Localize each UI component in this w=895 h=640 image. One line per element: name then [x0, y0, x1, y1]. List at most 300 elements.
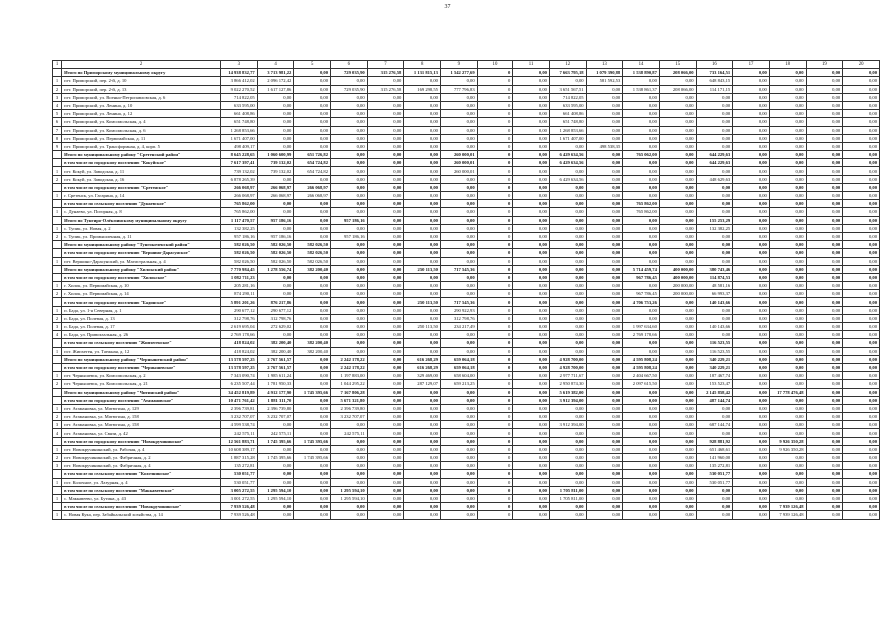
amount-cell: 208 066,00: [659, 69, 696, 77]
amount-cell: 312 798,76: [221, 314, 258, 322]
amount-cell: 0,00: [586, 298, 623, 306]
amount-cell: 0,00: [331, 257, 368, 265]
amount-cell: 0,00: [659, 454, 696, 462]
address-cell: Итого по муниципальному району "Сретенский район": [62, 151, 221, 159]
row-number-cell: 1: [53, 494, 62, 502]
amount-cell: 48 581,16: [696, 282, 733, 290]
amount-cell: 0,00: [623, 462, 660, 470]
amount-cell: 0,00: [806, 388, 843, 396]
amount-cell: 0,00: [440, 273, 477, 281]
amount-cell: 0: [477, 413, 513, 421]
amount-cell: 0,00: [367, 208, 404, 216]
total-row: [53, 388, 880, 396]
amount-cell: 874 290,11: [221, 290, 258, 298]
amount-cell: 0,00: [769, 110, 806, 118]
subtotal-row: [53, 486, 880, 494]
amount-cell: 0,00: [659, 93, 696, 101]
amount-cell: 0,00: [513, 224, 550, 232]
amount-cell: 0,00: [733, 110, 770, 118]
amount-cell: 0,00: [696, 511, 733, 519]
amount-cell: 0,00: [769, 290, 806, 298]
address-cell: пгт. Приморский, ул. Первомайская, д. 11: [62, 134, 221, 142]
amount-cell: 1 268 853,66: [221, 126, 258, 134]
amount-cell: 0,00: [659, 232, 696, 240]
amount-cell: 0,00: [440, 101, 477, 109]
header-cell: 12: [549, 61, 586, 69]
amount-cell: 1 197 883,00: [331, 372, 368, 380]
amount-cell: 0,00: [659, 331, 696, 339]
address-cell: п. Бада, ул. Привокзальная, д. 26: [62, 331, 221, 339]
table-row: [53, 478, 880, 486]
amount-cell: 0,00: [549, 413, 586, 421]
amount-cell: 0,00: [513, 298, 550, 306]
row-number-cell: [53, 298, 62, 306]
table-row: [53, 101, 880, 109]
amount-cell: 0,00: [440, 445, 477, 453]
amount-cell: 0,00: [549, 232, 586, 240]
amount-cell: 0,00: [294, 134, 331, 142]
amount-cell: 0,00: [549, 331, 586, 339]
address-cell: в том числе по городскому поселению "Чернышевское": [62, 363, 221, 371]
amount-cell: 0,00: [331, 208, 368, 216]
amount-cell: 205 281,16: [221, 282, 258, 290]
amount-cell: 0,00: [257, 134, 294, 142]
amount-cell: 0,00: [696, 110, 733, 118]
amount-cell: 0,00: [659, 462, 696, 470]
header-cell: 3: [221, 61, 258, 69]
amount-cell: 0,00: [331, 273, 368, 281]
amount-cell: 0,00: [806, 126, 843, 134]
amount-cell: 0,00: [586, 429, 623, 437]
amount-cell: 0,00: [257, 175, 294, 183]
address-cell: с. Дунаево, ул. Погорная, д. 8: [62, 208, 221, 216]
amount-cell: 0: [477, 347, 513, 355]
amount-cell: 765 862,00: [221, 208, 258, 216]
amount-cell: 0,00: [659, 216, 696, 224]
amount-cell: 957 186,16: [257, 232, 294, 240]
amount-cell: 7 939 526,48: [221, 503, 258, 511]
amount-cell: 0,00: [733, 511, 770, 519]
amount-cell: 0,00: [769, 413, 806, 421]
amount-cell: 0,00: [733, 494, 770, 502]
amount-cell: 651 726,82: [294, 151, 331, 159]
amount-cell: 3 005 272,55: [221, 486, 258, 494]
amount-cell: 0,00: [294, 85, 331, 93]
amount-cell: 0,00: [586, 216, 623, 224]
amount-cell: 0,00: [696, 314, 733, 322]
amount-cell: 0,00: [806, 331, 843, 339]
amount-cell: 4 912 177,90: [257, 388, 294, 396]
amount-cell: 0,00: [806, 110, 843, 118]
table-row: [53, 77, 880, 85]
amount-cell: 659 064,18: [440, 363, 477, 371]
amount-cell: 0,00: [806, 314, 843, 322]
amount-cell: 0,00: [404, 282, 441, 290]
amount-cell: 0,00: [769, 85, 806, 93]
amount-cell: 0,00: [586, 486, 623, 494]
amount-cell: 0,00: [806, 462, 843, 470]
amount-cell: 0,00: [843, 183, 880, 191]
amount-cell: 0: [477, 421, 513, 429]
amount-cell: 0,00: [733, 380, 770, 388]
address-cell: пгт. Приморский, ул. Ленина, д. 10: [62, 101, 221, 109]
amount-cell: 0,00: [659, 355, 696, 363]
amount-cell: 0,00: [696, 232, 733, 240]
amount-cell: 0,00: [659, 110, 696, 118]
amount-cell: 0,00: [257, 93, 294, 101]
amount-cell: 266 068,97: [294, 183, 331, 191]
amount-cell: 0,00: [586, 151, 623, 159]
amount-cell: 0,00: [513, 216, 550, 224]
amount-cell: 0,00: [806, 421, 843, 429]
amount-cell: 0,00: [257, 470, 294, 478]
table-row: [53, 511, 880, 519]
amount-cell: 5 891 201,26: [221, 298, 258, 306]
amount-cell: 644 229,63: [696, 151, 733, 159]
amount-cell: 0,00: [513, 159, 550, 167]
amount-cell: 0,00: [404, 200, 441, 208]
amount-cell: 0,00: [806, 503, 843, 511]
row-number-cell: 1: [53, 192, 62, 200]
amount-cell: 0,00: [440, 347, 477, 355]
amount-cell: 0,00: [586, 282, 623, 290]
amount-cell: 0,00: [367, 151, 404, 159]
amount-cell: 0: [477, 200, 513, 208]
amount-cell: 0,00: [806, 396, 843, 404]
amount-cell: 0,00: [696, 306, 733, 314]
amount-cell: 633 595,00: [549, 101, 586, 109]
amount-cell: 0,00: [404, 404, 441, 412]
amount-cell: 0,00: [769, 494, 806, 502]
amount-cell: 0,00: [513, 101, 550, 109]
amount-cell: 0,00: [843, 396, 880, 404]
amount-cell: 0,00: [440, 110, 477, 118]
amount-cell: 0,00: [806, 470, 843, 478]
amount-cell: 0,00: [696, 118, 733, 126]
amount-cell: 0,00: [404, 445, 441, 453]
amount-cell: 0,00: [733, 355, 770, 363]
amount-cell: 1 705 811,00: [549, 494, 586, 502]
amount-cell: 0,00: [733, 429, 770, 437]
amount-cell: 0,00: [513, 110, 550, 118]
amount-cell: 0,00: [404, 413, 441, 421]
amount-cell: 0,00: [586, 339, 623, 347]
amount-cell: 0,00: [294, 314, 331, 322]
amount-cell: 0,00: [806, 216, 843, 224]
address-cell: с. Маккавеево, ул. Бутина, д. 43: [62, 494, 221, 502]
header-cell: 19: [806, 61, 843, 69]
address-cell: пгт. Чернышевск, ул. Комсомольская, д. 2: [62, 372, 221, 380]
amount-cell: 0,00: [769, 462, 806, 470]
row-number-cell: 2: [53, 380, 62, 388]
amount-cell: 661 408,86: [221, 110, 258, 118]
amount-cell: 0,00: [367, 183, 404, 191]
amount-cell: 0,00: [586, 462, 623, 470]
amount-cell: 0,00: [696, 192, 733, 200]
amount-cell: 0,00: [331, 339, 368, 347]
amount-cell: 0,00: [733, 257, 770, 265]
amount-cell: 0,00: [440, 388, 477, 396]
amount-cell: 0,00: [294, 69, 331, 77]
amount-cell: 0,00: [294, 503, 331, 511]
amount-cell: 687 144,74: [696, 421, 733, 429]
amount-cell: 0,00: [367, 331, 404, 339]
amount-cell: 0,00: [404, 167, 441, 175]
amount-cell: 0,00: [586, 380, 623, 388]
amount-cell: 382 200,40: [294, 265, 331, 273]
amount-cell: 0,00: [806, 224, 843, 232]
amount-cell: 2 242 178,22: [331, 363, 368, 371]
amount-cell: 0,00: [367, 413, 404, 421]
amount-cell: 0,00: [257, 331, 294, 339]
amount-cell: 0,00: [257, 126, 294, 134]
amount-cell: 654 724,82: [294, 167, 331, 175]
table-row: [53, 372, 880, 380]
amount-cell: 0,00: [843, 126, 880, 134]
amount-cell: 0,00: [513, 290, 550, 298]
table-row: [53, 421, 880, 429]
address-cell: пгт. Вершино-Дарасунский, ул. Магистральная, д. 4: [62, 257, 221, 265]
amount-cell: 0,00: [331, 175, 368, 183]
amount-cell: 1 881 311,70: [257, 396, 294, 404]
amount-cell: 0: [477, 437, 513, 445]
amount-cell: 0,00: [513, 486, 550, 494]
address-cell: п. Бада, ул. 1-я Северная, д. 1: [62, 306, 221, 314]
amount-cell: 0,00: [404, 183, 441, 191]
amount-cell: 290 677,12: [221, 306, 258, 314]
amount-cell: 0,00: [659, 339, 696, 347]
amount-cell: 0,00: [659, 363, 696, 371]
amount-cell: 0,00: [367, 429, 404, 437]
amount-cell: 0,00: [513, 265, 550, 273]
amount-cell: 5 671 321,80: [331, 396, 368, 404]
amount-cell: 0,00: [549, 404, 586, 412]
amount-cell: 0,00: [843, 208, 880, 216]
amount-cell: 0,00: [769, 159, 806, 167]
amount-cell: 0,00: [440, 216, 477, 224]
amount-cell: 66 993,37: [696, 290, 733, 298]
amount-cell: 1 617 127,86: [257, 85, 294, 93]
amount-cell: 0,00: [294, 372, 331, 380]
amount-cell: 2 769 178,66: [221, 331, 258, 339]
amount-cell: 0,00: [659, 396, 696, 404]
amount-cell: 0,00: [331, 437, 368, 445]
row-number-cell: 1: [53, 445, 62, 453]
amount-cell: 582 026,50: [221, 249, 258, 257]
amount-cell: 0,00: [769, 101, 806, 109]
amount-cell: 0,00: [294, 175, 331, 183]
amount-cell: 0,00: [294, 363, 331, 371]
amount-cell: 0,00: [513, 462, 550, 470]
amount-cell: 0,00: [513, 69, 550, 77]
amount-cell: 0,00: [843, 69, 880, 77]
amount-cell: 266 068,97: [257, 192, 294, 200]
row-number-cell: 1: [53, 478, 62, 486]
amount-cell: 0,00: [843, 494, 880, 502]
table-row: [53, 110, 880, 118]
amount-cell: 1 997 634,60: [623, 323, 660, 331]
amount-cell: 0,00: [733, 462, 770, 470]
subtotal-row: [53, 363, 880, 371]
amount-cell: 0,00: [294, 511, 331, 519]
amount-cell: 242 575,11: [331, 429, 368, 437]
amount-cell: 0,00: [294, 93, 331, 101]
amount-cell: 0,00: [404, 314, 441, 322]
amount-cell: 0,00: [659, 249, 696, 257]
amount-cell: 0,00: [733, 126, 770, 134]
amount-cell: 777 796,83: [440, 85, 477, 93]
amount-cell: 0,00: [659, 314, 696, 322]
amount-cell: 0,00: [659, 126, 696, 134]
amount-cell: 0,00: [733, 273, 770, 281]
amount-cell: 0,00: [367, 241, 404, 249]
amount-cell: 0,00: [769, 355, 806, 363]
amount-cell: 0,00: [513, 282, 550, 290]
amount-cell: 0: [477, 142, 513, 150]
amount-cell: 0,00: [367, 445, 404, 453]
amount-cell: 2 396 739,80: [331, 404, 368, 412]
table-row: [53, 118, 880, 126]
table-row: [53, 257, 880, 265]
amount-cell: 7 939 526,48: [221, 511, 258, 519]
amount-cell: 0,00: [659, 503, 696, 511]
amount-cell: 0,00: [404, 77, 441, 85]
amount-cell: 0,00: [659, 437, 696, 445]
amount-cell: 0,00: [623, 224, 660, 232]
amount-cell: 0,00: [367, 355, 404, 363]
amount-cell: 0,00: [331, 200, 368, 208]
amount-cell: 0,00: [513, 511, 550, 519]
amount-cell: 0,00: [659, 486, 696, 494]
amount-cell: 1 131 815,13: [404, 69, 441, 77]
amount-cell: 1 985 611,24: [257, 372, 294, 380]
amount-cell: 0,00: [806, 437, 843, 445]
row-number-cell: [53, 200, 62, 208]
amount-cell: 0,00: [769, 282, 806, 290]
amount-cell: 582 026,50: [221, 241, 258, 249]
amount-cell: 0,00: [623, 388, 660, 396]
amount-cell: 0,00: [696, 134, 733, 142]
amount-cell: 0,00: [586, 470, 623, 478]
amount-cell: 1 781 950,33: [257, 380, 294, 388]
amount-cell: 0,00: [549, 200, 586, 208]
amount-cell: 5 714 459,74: [623, 265, 660, 273]
amount-cell: 714 822,05: [221, 93, 258, 101]
amount-cell: 0,00: [623, 241, 660, 249]
amount-cell: 0,00: [843, 110, 880, 118]
amount-cell: 0,00: [733, 134, 770, 142]
address-cell: в том числе по городскому поселению "Кокуйское": [62, 159, 221, 167]
amount-cell: 1 117 470,57: [221, 216, 258, 224]
address-cell: пгт. Чернышевск, ул. Комсомольская, д. 21: [62, 380, 221, 388]
amount-cell: 0,00: [769, 175, 806, 183]
address-cell: с. Тупик, ул. Промышленная, д. 11: [62, 232, 221, 240]
amount-cell: 0,00: [843, 232, 880, 240]
amount-cell: 0,00: [294, 355, 331, 363]
amount-cell: 0,00: [659, 200, 696, 208]
amount-cell: 0,00: [294, 470, 331, 478]
amount-cell: 0,00: [659, 175, 696, 183]
amount-cell: 250 113,50: [404, 298, 441, 306]
amount-cell: 765 862,00: [623, 200, 660, 208]
amount-cell: 260 000,01: [440, 159, 477, 167]
amount-cell: 0,00: [696, 142, 733, 150]
table-row: [53, 462, 880, 470]
table-row: [53, 323, 880, 331]
amount-cell: 400 000,00: [659, 265, 696, 273]
amount-cell: 0,00: [440, 331, 477, 339]
amount-cell: 0,00: [623, 249, 660, 257]
amount-cell: 0,00: [586, 200, 623, 208]
table-row: [53, 445, 880, 453]
amount-cell: 0,00: [733, 265, 770, 273]
amount-cell: 0,00: [513, 183, 550, 191]
amount-cell: 0,00: [513, 363, 550, 371]
row-number-cell: [53, 151, 62, 159]
amount-cell: 0,00: [367, 470, 404, 478]
amount-cell: 3 232 707,07: [331, 413, 368, 421]
amount-cell: 0,00: [623, 413, 660, 421]
amount-cell: 0,00: [404, 454, 441, 462]
amount-cell: 0,00: [440, 257, 477, 265]
amount-cell: 967 786,45: [623, 273, 660, 281]
amount-cell: 135 272,81: [221, 462, 258, 470]
amount-cell: 0,00: [586, 355, 623, 363]
address-cell: пгт. Приморский, ул. Комсомольская, д. 4: [62, 118, 221, 126]
amount-cell: 3 912 394,00: [549, 396, 586, 404]
amount-cell: 0,00: [513, 478, 550, 486]
amount-cell: 1 745 395,66: [294, 388, 331, 396]
amount-cell: 0,00: [440, 200, 477, 208]
amount-cell: 0,00: [440, 192, 477, 200]
amount-cell: 0,00: [806, 183, 843, 191]
amount-cell: 0,00: [367, 421, 404, 429]
address-cell: пгт. Приморский, пер. 2-й, д. 13: [62, 85, 221, 93]
amount-cell: 0,00: [586, 323, 623, 331]
address-cell: пст. Колочное, ул. Лазурная, д. 4: [62, 478, 221, 486]
amount-cell: 6 878 265,39: [221, 175, 258, 183]
amount-cell: 0,00: [513, 404, 550, 412]
amount-cell: 0,00: [623, 142, 660, 150]
amount-cell: 0,00: [257, 511, 294, 519]
amount-cell: 0,00: [331, 93, 368, 101]
row-number-cell: 7: [53, 126, 62, 134]
amount-cell: 340 229,21: [696, 363, 733, 371]
amount-cell: 0,00: [843, 413, 880, 421]
amount-cell: 6 429 634,56: [549, 151, 586, 159]
amount-cell: 0,00: [513, 257, 550, 265]
amount-cell: 0,00: [440, 429, 477, 437]
amount-cell: 0,00: [549, 183, 586, 191]
table-row: [53, 314, 880, 322]
amount-cell: 0,00: [843, 429, 880, 437]
amount-cell: 0,00: [549, 462, 586, 470]
amount-cell: 0,00: [367, 478, 404, 486]
amount-cell: 0,00: [586, 454, 623, 462]
amount-cell: 765 862,00: [221, 200, 258, 208]
amount-cell: 654 724,82: [294, 159, 331, 167]
amount-cell: 0,00: [769, 478, 806, 486]
amount-cell: 0,00: [769, 314, 806, 322]
row-number-cell: 2: [53, 85, 62, 93]
amount-cell: 0,00: [513, 241, 550, 249]
amount-cell: 0,00: [404, 290, 441, 298]
amount-cell: 0,00: [806, 175, 843, 183]
amount-cell: 0,00: [843, 216, 880, 224]
page-number: 37: [444, 4, 451, 10]
amount-cell: 0,00: [331, 249, 368, 257]
amount-cell: 0: [477, 134, 513, 142]
